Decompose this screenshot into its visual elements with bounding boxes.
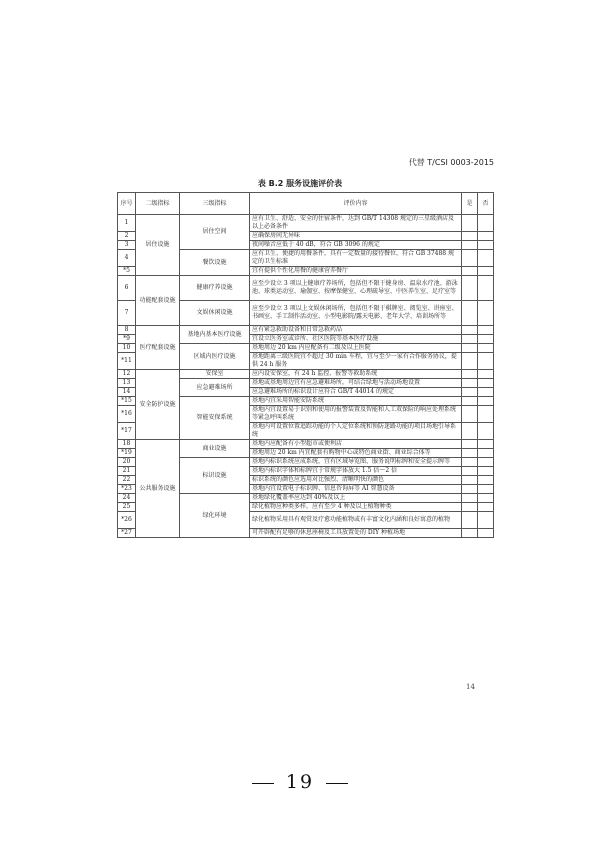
row-content: 基地内宜设置电子标识牌、信息咨询屏等 AI 智慧设备 [250,485,462,494]
yes-checkbox[interactable] [462,250,478,267]
no-checkbox[interactable] [478,267,494,276]
row-content: 应有紧急救助设备和日常急救药品 [250,326,462,335]
row-seq: *17 [118,423,136,440]
no-checkbox[interactable] [478,388,494,397]
row-seq: 13 [118,379,136,388]
yes-checkbox[interactable] [462,494,478,503]
yes-checkbox[interactable] [462,232,478,241]
table-title: 表 B.2 服务设施评价表 [257,179,343,188]
no-checkbox[interactable] [478,301,494,326]
page-number-footer [0,771,600,793]
row-level3: 餐饮设施 [180,250,250,276]
no-checkbox[interactable] [478,485,494,494]
no-checkbox[interactable] [478,353,494,370]
row-seq: 8 [118,326,136,335]
row-content: 可开辟配有足够的休息座椅及工具放置处的 DIY 种植场地 [250,529,462,538]
yes-checkbox[interactable] [462,326,478,335]
no-checkbox[interactable] [478,370,494,379]
row-level3: 安保室 [180,370,250,379]
no-checkbox[interactable] [478,250,494,267]
row-content: 应至少设立 3 项以上文娱休闲场所，包括但不限于棋牌室、阅览室、讲座室、书画室、手工制作活动室、小型电影院/露天电影、老年大学、培训场所等 [250,301,462,326]
yes-checkbox[interactable] [462,449,478,458]
row-content: 应急避难场所的标识设计应符合 GB/T 44014 的规定 [250,388,462,397]
no-checkbox[interactable] [478,512,494,529]
row-seq: 22 [118,476,136,485]
yes-checkbox[interactable] [462,503,478,512]
row-level3: 健康疗养设施 [180,276,250,301]
row-level3: 基地内基本医疗设施 [180,326,250,344]
no-checkbox[interactable] [478,335,494,344]
table-header-row [118,193,494,215]
row-seq: 18 [118,440,136,449]
no-checkbox[interactable] [478,241,494,250]
header-no: 否 [478,193,494,215]
yes-checkbox[interactable] [462,370,478,379]
yes-checkbox[interactable] [462,476,478,485]
row-seq: *15 [118,397,136,406]
no-checkbox[interactable] [478,440,494,449]
row-seq: *5 [118,267,136,276]
row-content: 基地内标识系统应成系统，宜有区域导览图、服务说明标牌和安全提示牌等 [250,458,462,467]
yes-checkbox[interactable] [462,512,478,529]
row-seq: *9 [118,335,136,344]
no-checkbox[interactable] [478,344,494,353]
yes-checkbox[interactable] [462,241,478,250]
yes-checkbox[interactable] [462,379,478,388]
row-content: 基地或基地周边宜有应急避难场所，可结合绿地与活动场地设置 [250,379,462,388]
row-seq: 21 [118,467,136,476]
yes-checkbox[interactable] [462,335,478,344]
row-level2: 功能配套设施 [136,276,180,326]
no-checkbox[interactable] [478,423,494,440]
row-seq: 2 [118,232,136,241]
yes-checkbox[interactable] [462,440,478,449]
row-content: 应确保房间无异味 [250,232,462,241]
no-checkbox[interactable] [478,215,494,232]
row-content: 宜设立医务室或诊所、社区医院等基本医疗设施 [250,335,462,344]
row-content: 基地绿化覆盖率应达到 40%及以上 [250,494,462,503]
yes-checkbox[interactable] [462,529,478,538]
row-content: 基地内应配备有小型超市或便利店 [250,440,462,449]
table-row [118,276,494,301]
row-content: 绿化植物采用具有观赏及疗愈功能植物或有丰富文化内涵和良好寓意的植物 [250,512,462,529]
no-checkbox[interactable] [478,467,494,476]
yes-checkbox[interactable] [462,267,478,276]
no-checkbox[interactable] [478,397,494,406]
row-seq: 12 [118,370,136,379]
evaluation-table [117,192,494,538]
yes-checkbox[interactable] [462,388,478,397]
row-content: 应有卫生、便捷的用餐条件，具有一定数量的接待餐位，符合 GB 37488 规定的卫生标准 [250,250,462,267]
no-checkbox[interactable] [478,326,494,335]
footer-dash-right [326,783,348,784]
row-content: 宜有提供个性化用餐的健康营养餐厅 [250,267,462,276]
yes-checkbox[interactable] [462,467,478,476]
row-level2: 医疗配套设施 [136,326,180,370]
yes-checkbox[interactable] [462,485,478,494]
page-number-large: 19 [285,771,315,793]
table-row [118,370,494,379]
no-checkbox[interactable] [478,494,494,503]
yes-checkbox[interactable] [462,344,478,353]
row-level3: 应急避难场所 [180,379,250,397]
table-row [118,326,494,335]
yes-checkbox[interactable] [462,397,478,406]
header-yes: 是 [462,193,478,215]
table-row [118,215,494,232]
row-content: 应内设安保室，有 24 h 监控、报警等救助系统 [250,370,462,379]
no-checkbox[interactable] [478,406,494,423]
document-code: 代替 T/CSI 0003-2015 [408,158,494,167]
row-seq: 24 [118,494,136,503]
no-checkbox[interactable] [478,503,494,512]
row-level3: 标识设施 [180,458,250,494]
no-checkbox[interactable] [478,458,494,467]
row-content: 基地周边 20 km 内宜配套有购物中心或特色商业街、商业综合体等 [250,449,462,458]
yes-checkbox[interactable] [462,458,478,467]
row-seq: 20 [118,458,136,467]
row-level2: 安全防护设施 [136,370,180,440]
header-level2: 二级指标 [136,193,180,215]
row-seq: *19 [118,449,136,458]
footer-dash-left [252,783,274,784]
row-seq: 10 [118,344,136,353]
yes-checkbox[interactable] [462,215,478,232]
yes-checkbox[interactable] [462,276,478,301]
row-content: 基地内标识字体和标牌宜于常规字体放大 1.5 倍～2 倍 [250,467,462,476]
no-checkbox[interactable] [478,476,494,485]
row-content: 绿化植物应种类多样，应有至少 4 种及以上植物种类 [250,503,462,512]
row-level3: 居住空间 [180,215,250,250]
no-checkbox[interactable] [478,449,494,458]
row-level3: 智能安保系统 [180,397,250,440]
row-level3: 区域内医疗设施 [180,344,250,370]
no-checkbox[interactable] [478,232,494,241]
page-number-small: 14 [466,683,475,691]
row-seq: *11 [118,353,136,370]
yes-checkbox[interactable] [462,301,478,326]
no-checkbox[interactable] [478,529,494,538]
row-seq: 14 [118,388,136,397]
row-content: 标识系统的颜色应选用对比强烈、清晰明快的颜色 [250,476,462,485]
no-checkbox[interactable] [478,276,494,301]
row-level3: 绿化环境 [180,494,250,538]
row-level2: 居住设施 [136,215,180,276]
row-content: 基地内宜采用智能安防系统 [250,397,462,406]
row-content: 基地内宜设置易于识别和使用的报警装置及智能和人工双保险的响应处理系统等紧急呼叫系统 [250,406,462,423]
yes-checkbox[interactable] [462,423,478,440]
header-seq: 序号 [118,193,136,215]
row-seq: *23 [118,485,136,494]
row-content: 应至少设立 3 项以上健康疗养场所，包括但不限于健身房、温泉水疗池、游泳池、球类运动室、瑜伽室、按摩保健室、心理疏导室、中医养生室、足疗室等 [250,276,462,301]
row-content: 应有卫生、舒适、安全的住宿条件，达到 GB/T 14308 规定的三星级酒店及以上必备条件 [250,215,462,232]
header-level3: 三级指标 [180,193,250,215]
row-content: 基地内可设置位置追踪功能的个人定位系统和预防迷路功能的项目场地引导系统 [250,423,462,440]
row-level3: 商业设施 [180,440,250,458]
row-seq: 6 [118,276,136,301]
row-seq: *16 [118,406,136,423]
row-seq: 1 [118,215,136,232]
row-seq: 4 [118,250,136,267]
row-seq: *26 [118,512,136,529]
row-level3: 文娱休闲设施 [180,301,250,326]
row-level2: 公共服务设施 [136,440,180,538]
yes-checkbox[interactable] [462,353,478,370]
row-content: 夜间噪音应低于 40 dB，符合 GB 3096 的规定 [250,241,462,250]
row-seq: 25 [118,503,136,512]
no-checkbox[interactable] [478,379,494,388]
row-seq: 7 [118,301,136,326]
header-content: 评价内容 [250,193,462,215]
row-content: 基地距离三级医院宜不超过 30 min 车程，宜与至少一家有合作服务协议，提供 24 h 服务 [250,353,462,370]
yes-checkbox[interactable] [462,406,478,423]
row-seq: 3 [118,241,136,250]
table-row [118,440,494,449]
row-seq: *27 [118,529,136,538]
row-content: 基地周边 20 km 内应配备有二级及以上医院 [250,344,462,353]
